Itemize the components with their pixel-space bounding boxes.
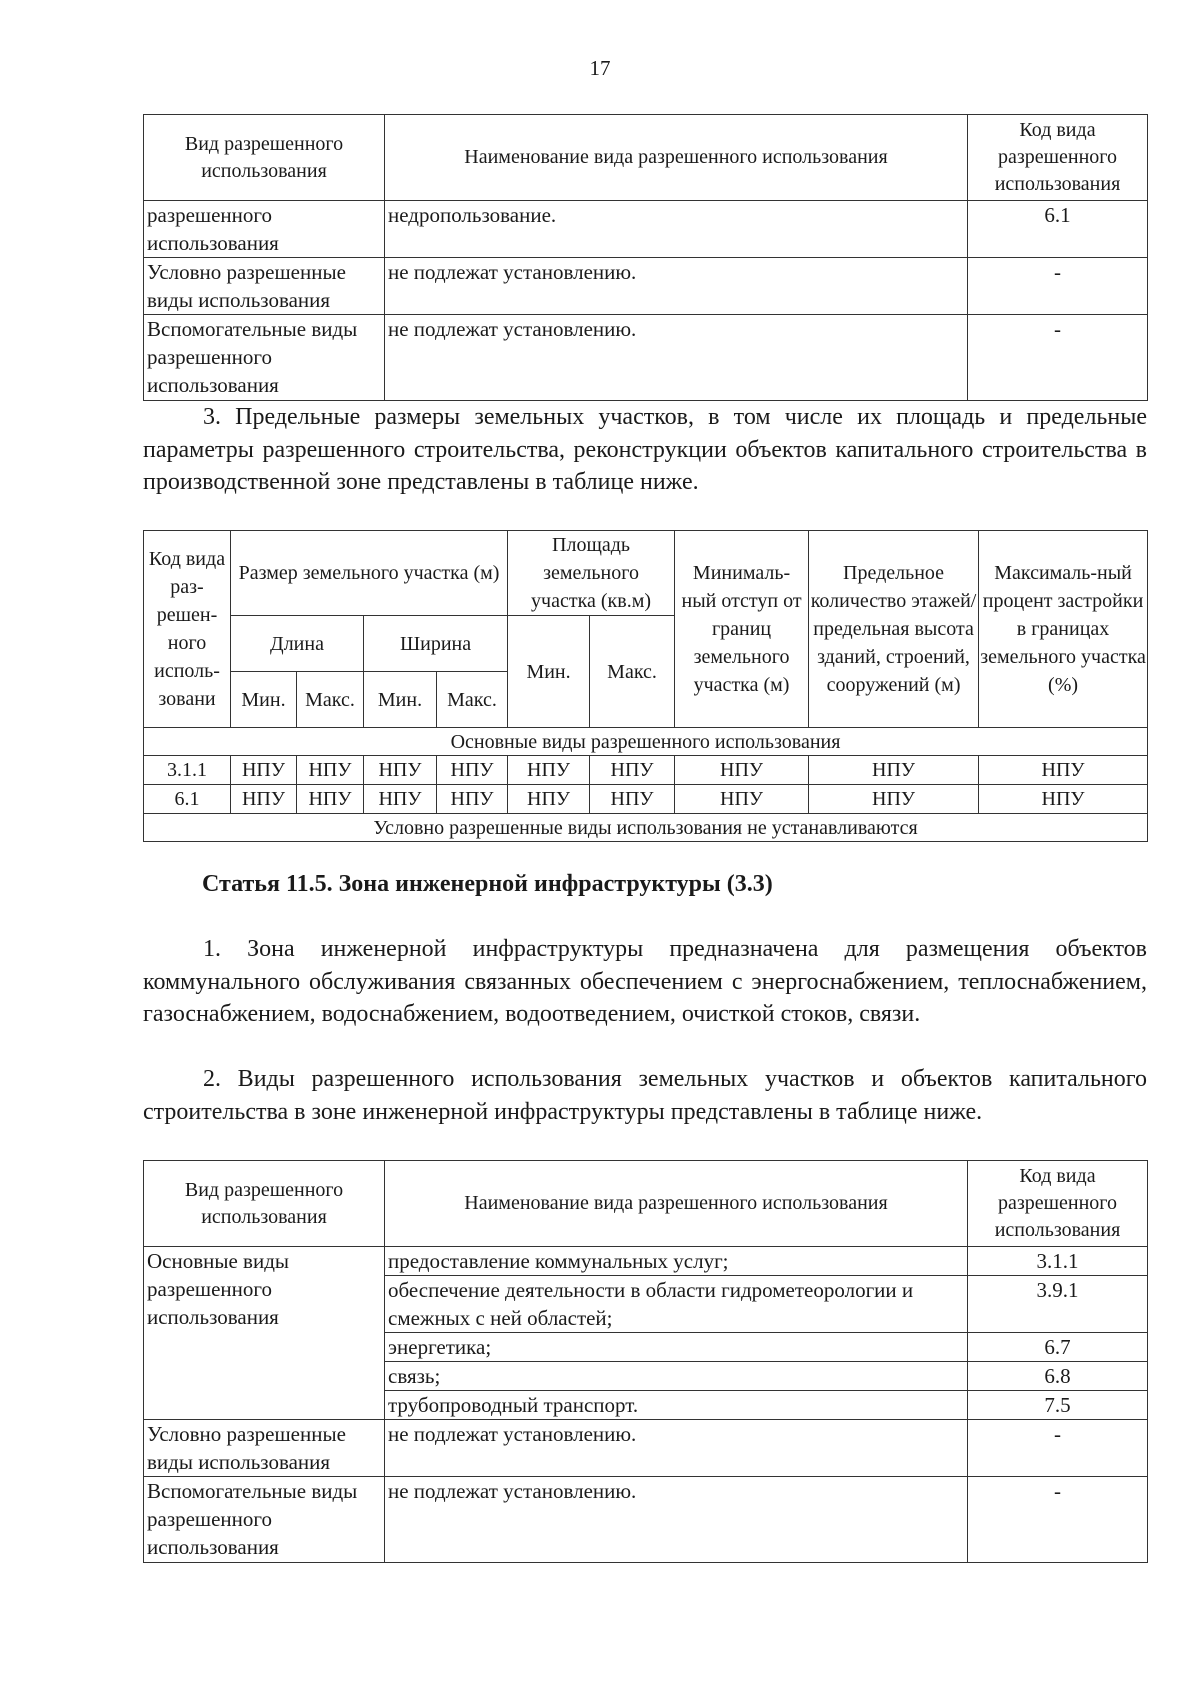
header-width-max: Макс. [437, 672, 508, 728]
permitted-use-table-bottom [143, 1160, 1148, 1563]
value-cell: НПУ [364, 756, 437, 785]
use-code-cell: 3.1.1 [968, 1247, 1148, 1276]
table-row [144, 1420, 1148, 1477]
paragraph-3-text: 3. Предельные размеры земельных участков, в том числе их площадь и предельные параметры разрешенного строительства, реконструкции объектов капитального строительства в производственной зоне представлены в таблице ниже. [143, 404, 1147, 495]
use-name-cell: предоставление коммунальных услуг; [385, 1247, 968, 1276]
header-length: Длина [231, 616, 364, 672]
use-name-cell: связь; [385, 1362, 968, 1391]
value-cell: НПУ [809, 756, 979, 785]
use-kind-cell: Условно разрешенные виды использования [144, 1420, 385, 1477]
header-area-min: Мин. [508, 616, 590, 728]
table-header-row [144, 115, 1148, 201]
header-use-code: Код вида разрешенного использования [968, 1161, 1148, 1247]
use-name-cell: не подлежат установлению. [385, 1420, 968, 1477]
table-row [144, 1477, 1148, 1563]
use-kind-cell: Вспомогательные виды разрешенного использования [144, 1477, 385, 1563]
value-cell: НПУ [590, 785, 675, 814]
use-code-cell: 3.9.1 [968, 1276, 1148, 1333]
use-code-cell: - [968, 315, 1148, 401]
permitted-use-table-top [143, 114, 1148, 401]
header-width: Ширина [364, 616, 508, 672]
table-header-row [144, 1161, 1148, 1247]
paragraph-2 [143, 1063, 1147, 1128]
use-name-cell: энергетика; [385, 1333, 968, 1362]
header-setback: Минималь-ный отступ от границ земельного участка (м) [675, 531, 809, 728]
article-heading: Статья 11.5. Зона инженерной инфраструктуры (3.3) [202, 871, 773, 897]
use-code-cell: 6.8 [968, 1362, 1148, 1391]
header-coverage: Максималь-ный процент застройки в границах земельного участка (%) [979, 531, 1148, 728]
value-cell: НПУ [364, 785, 437, 814]
header-use-kind: Вид разрешенного использования [144, 115, 385, 201]
paragraph-2-text: 2. Виды разрешенного использования земельных участков и объектов капитального строительства в зоне инженерной инфраструктуры представлены в таблице ниже. [143, 1066, 1147, 1125]
use-kind-cell: Условно разрешенные виды использования [144, 258, 385, 315]
row-code: 6.1 [144, 785, 231, 814]
table-row [144, 258, 1148, 315]
use-name-cell: не подлежат установлению. [385, 315, 968, 401]
table-row [144, 315, 1148, 401]
use-kind-cell: Вспомогательные виды разрешенного использования [144, 315, 385, 401]
table-row [144, 785, 1148, 814]
use-code-cell: - [968, 1420, 1148, 1477]
row-code: 3.1.1 [144, 756, 231, 785]
paragraph-1 [143, 933, 1147, 1031]
header-use-kind: Вид разрешенного использования [144, 1161, 385, 1247]
header-code: Код вида раз-решен-ного исполь-зовани [144, 531, 231, 728]
section-conditional-label: Условно разрешенные виды использования не устанавливаются [144, 814, 1148, 842]
header-use-code: Код вида разрешенного использования [968, 115, 1148, 201]
header-area-max: Макс. [590, 616, 675, 728]
use-code-cell: 7.5 [968, 1391, 1148, 1420]
header-length-max: Макс. [297, 672, 364, 728]
header-width-min: Мин. [364, 672, 437, 728]
table-row [144, 1247, 1148, 1276]
value-cell: НПУ [297, 756, 364, 785]
use-name-cell: трубопроводный транспорт. [385, 1391, 968, 1420]
value-cell: НПУ [675, 756, 809, 785]
use-name-cell: обеспечение деятельности в области гидрометеорологии и смежных с ней областей; [385, 1276, 968, 1333]
use-code-cell: - [968, 258, 1148, 315]
value-cell: НПУ [979, 756, 1148, 785]
header-area: Площадь земельного участка (кв.м) [508, 531, 675, 616]
parameters-table [143, 530, 1148, 842]
use-name-cell: не подлежат установлению. [385, 258, 968, 315]
header-floors: Предельное количество этажей/ предельная высота зданий, строений, сооружений (м) [809, 531, 979, 728]
header-length-min: Мин. [231, 672, 297, 728]
value-cell: НПУ [508, 756, 590, 785]
section-main-label: Основные виды разрешенного использования [144, 728, 1148, 756]
table-row [144, 756, 1148, 785]
param-header-row-1 [144, 531, 1148, 616]
page-number: 17 [589, 56, 611, 80]
paragraph-1-text: 1. Зона инженерной инфраструктуры предназначена для размещения объектов коммунального обслуживания связанных обеспечением с энергоснабжением, теплоснабжением, газоснабжением, водоснабжением, водоотведением, очисткой стоков, связи. [143, 936, 1147, 1027]
value-cell: НПУ [231, 785, 297, 814]
use-code-cell: 6.7 [968, 1333, 1148, 1362]
use-name-cell: недропользование. [385, 201, 968, 258]
value-cell: НПУ [437, 756, 508, 785]
use-name-cell: не подлежат установлению. [385, 1477, 968, 1563]
value-cell: НПУ [437, 785, 508, 814]
value-cell: НПУ [809, 785, 979, 814]
value-cell: НПУ [297, 785, 364, 814]
section-row-main [144, 728, 1148, 756]
table-row [144, 201, 1148, 258]
use-code-cell: 6.1 [968, 201, 1148, 258]
section-row-conditional [144, 814, 1148, 842]
header-use-name: Наименование вида разрешенного использования [385, 1161, 968, 1247]
paragraph-3 [143, 401, 1147, 499]
header-use-name: Наименование вида разрешенного использования [385, 115, 968, 201]
header-size: Размер земельного участка (м) [231, 531, 508, 616]
value-cell: НПУ [231, 756, 297, 785]
use-kind-cell: Основные виды разрешенного использования [144, 1247, 385, 1420]
value-cell: НПУ [675, 785, 809, 814]
value-cell: НПУ [590, 756, 675, 785]
use-code-cell: - [968, 1477, 1148, 1563]
use-kind-cell: разрешенного использования [144, 201, 385, 258]
value-cell: НПУ [508, 785, 590, 814]
value-cell: НПУ [979, 785, 1148, 814]
